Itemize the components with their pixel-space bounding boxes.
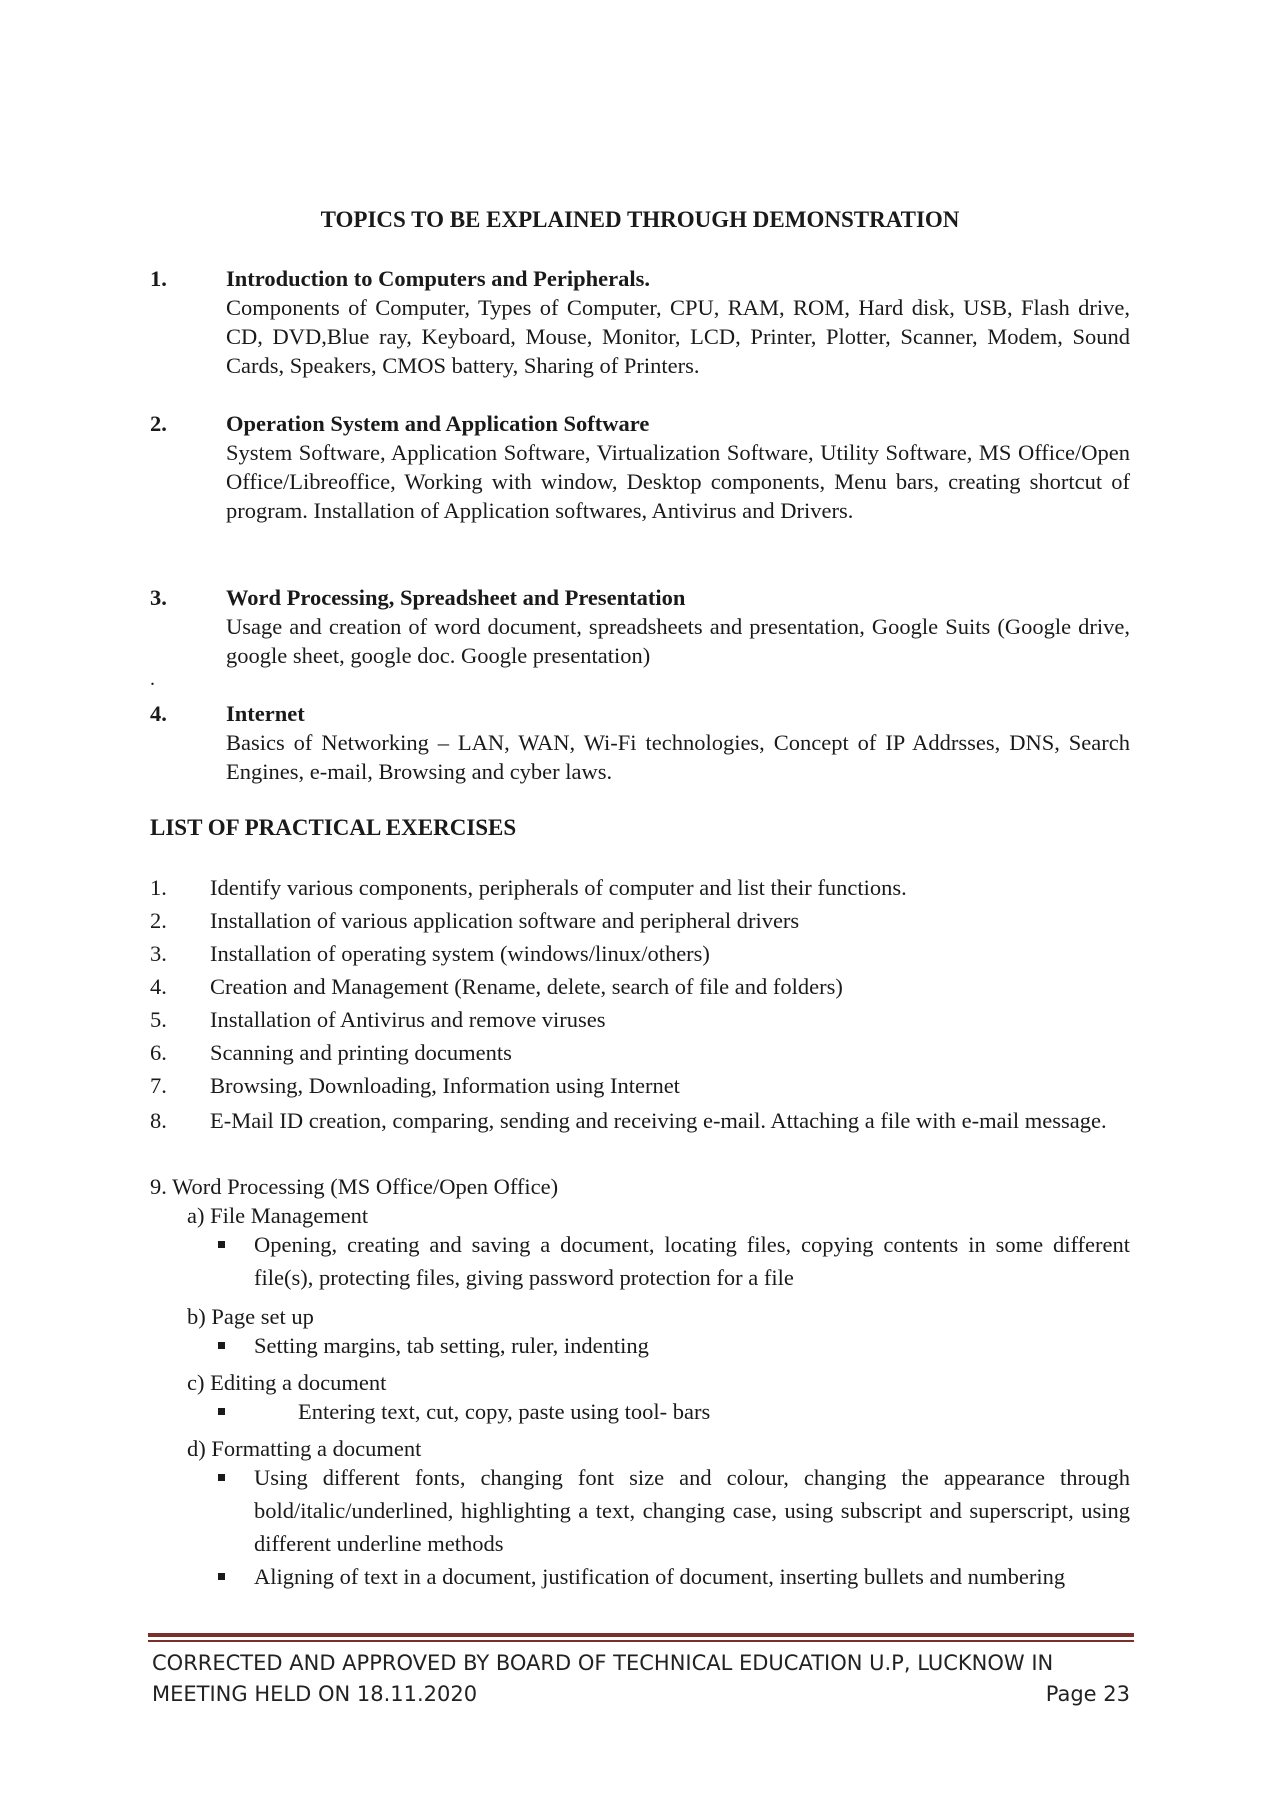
exercise-text: Browsing, Downloading, Information using Internet (210, 1073, 680, 1098)
exercise-item (150, 1104, 1130, 1138)
topic-number: 3. (150, 585, 167, 610)
subitem-label: d) Formatting a document (187, 1436, 422, 1461)
footer-line-2 (152, 1679, 1130, 1709)
subitem-label: b) Page set up (187, 1304, 314, 1329)
exercise-number: 4. (150, 974, 167, 999)
exercise-item (150, 972, 1130, 1001)
exercise-number: 1. (150, 875, 167, 900)
topic-description: Usage and creation of word document, spreadsheets and presentation, Google Suits (Google drive, google sheet, google doc. Google presentation) (226, 614, 1130, 668)
exercise-text: E-Mail ID creation, comparing, sending and receiving e-mail. Attaching a file with e-mail message. (210, 1108, 1107, 1133)
page-number: Page 23 (1045, 1682, 1130, 1706)
topic-description: Components of Computer, Types of Computer, CPU, RAM, ROM, Hard disk, USB, Flash drive, CD, DVD,Blue ray, Keyboard, Mouse, Monitor, LCD, Printer, Plotter, Scanner, Modem, Sound Cards, Speakers, CMOS battery, Sharing of Printers. (226, 295, 1130, 378)
topic-2 (150, 409, 1130, 525)
bullet-text: Entering text, cut, copy, paste using tool- bars (298, 1399, 711, 1424)
bullet-item (214, 1560, 1130, 1593)
bullet-text: Aligning of text in a document, justification of document, inserting bullets and numbering (254, 1564, 1066, 1589)
bullet-item (214, 1329, 1130, 1362)
topic-description: Basics of Networking – LAN, WAN, Wi-Fi technologies, Concept of IP Addrsses, DNS, Search Engines, e-mail, Browsing and cyber laws. (226, 730, 1130, 784)
footer-meeting-text: MEETING HELD ON 18.11.2020 (152, 1682, 478, 1706)
exercise-text: Identify various components, peripherals of computer and list their functions. (210, 875, 907, 900)
exercise-9-heading: 9. Word Processing (MS Office/Open Office) (150, 1174, 559, 1199)
bullet-square-icon (218, 1408, 225, 1415)
bullet-text: Opening, creating and saving a document, locating files, copying contents in some different file(s), protecting files, giving password protection for a file (254, 1232, 1130, 1290)
topic-heading: Operation System and Application Software (226, 411, 650, 436)
exercise-item (150, 1038, 1130, 1067)
exercise-item (150, 939, 1130, 968)
topic-number: 2. (150, 411, 167, 436)
exercise-number: 7. (150, 1073, 167, 1098)
exercise-number: 3. (150, 941, 167, 966)
bullet-text: Using different fonts, changing font size and colour, changing the appearance through bold/italic/underlined, highlighting a text, changing case, using subscript and superscript, using different underline methods (254, 1465, 1130, 1556)
footer-divider-thin (148, 1640, 1134, 1642)
exercise-number: 6. (150, 1040, 167, 1065)
bullet-item (214, 1228, 1130, 1294)
footer-line-1: CORRECTED AND APPROVED BY BOARD OF TECHNICAL EDUCATION U.P, LUCKNOW IN (152, 1651, 1054, 1675)
topic-3 (150, 583, 1130, 670)
bullet-square-icon (218, 1474, 225, 1481)
bullet-square-icon (218, 1241, 225, 1248)
exercise-text: Installation of various application software and peripheral drivers (210, 908, 800, 933)
bullet-square-icon (218, 1573, 225, 1580)
topic-number: 1. (150, 266, 167, 291)
exercise-text: Installation of operating system (windows/linux/others) (210, 941, 710, 966)
exercise-number: 2. (150, 908, 167, 933)
bullet-item (214, 1395, 1130, 1428)
exercise-item (150, 906, 1130, 935)
footer-divider (148, 1633, 1134, 1637)
exercise-text: Scanning and printing documents (210, 1040, 512, 1065)
exercise-item (150, 1005, 1130, 1034)
topic-description: System Software, Application Software, Virtualization Software, Utility Software, MS Office/Open Office/Libreoffice, Working with window, Desktop components, Menu bars, creating shortcut of program. Installation of Application softwares, Antivirus and Drivers. (226, 440, 1130, 523)
exercise-item (150, 873, 1130, 902)
topic-4 (150, 699, 1130, 786)
exercise-text: Creation and Management (Rename, delete, search of file and folders) (210, 974, 843, 999)
subitem-label: c) Editing a document (187, 1370, 387, 1395)
topic-heading: Internet (226, 701, 305, 726)
bullet-item (214, 1461, 1130, 1560)
section-title: LIST OF PRACTICAL EXERCISES (150, 815, 517, 840)
stray-dot: . (150, 668, 155, 690)
bullet-text: Setting margins, tab setting, ruler, indenting (254, 1333, 649, 1358)
bullet-square-icon (218, 1342, 225, 1349)
topic-heading: Introduction to Computers and Peripherals. (226, 266, 650, 291)
exercise-number: 5. (150, 1007, 167, 1032)
exercise-item (150, 1071, 1130, 1100)
exercise-number: 8. (150, 1108, 167, 1133)
page-title: TOPICS TO BE EXPLAINED THROUGH DEMONSTRATION (320, 207, 960, 232)
exercise-text: Installation of Antivirus and remove viruses (210, 1007, 606, 1032)
topic-1 (150, 264, 1130, 380)
topic-number: 4. (150, 701, 167, 726)
subitem-label: a) File Management (187, 1203, 369, 1228)
topic-heading: Word Processing, Spreadsheet and Presentation (226, 585, 686, 610)
